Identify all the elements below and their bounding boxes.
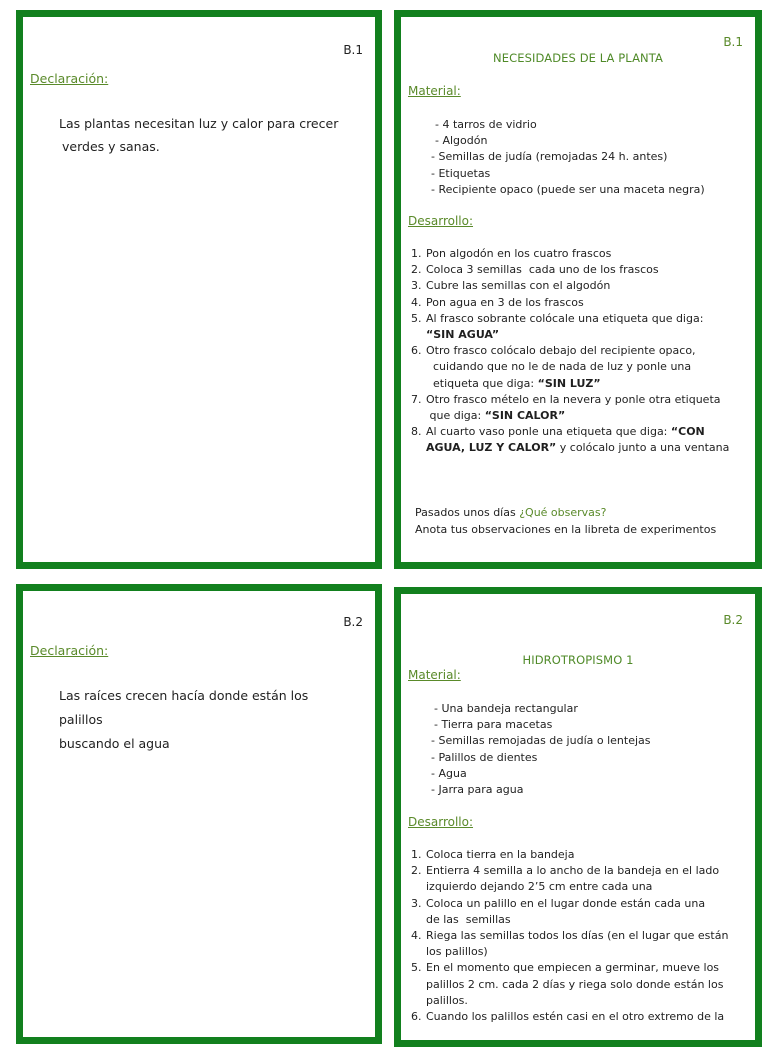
card-title: NECESIDADES DE LA PLANTA bbox=[493, 51, 663, 65]
material-item: - Tierra para macetas bbox=[434, 718, 553, 732]
step-number: 5. bbox=[411, 311, 422, 325]
step-text: Pon algodón en los cuatro frascos bbox=[426, 247, 612, 260]
material-item: - Una bandeja rectangular bbox=[434, 702, 578, 715]
step-text: “SIN AGUA” bbox=[426, 328, 500, 342]
step-number: 2. bbox=[411, 263, 422, 277]
step-number bbox=[411, 376, 426, 392]
step-number bbox=[411, 912, 426, 928]
step-item-continued bbox=[411, 944, 747, 960]
step-item bbox=[411, 392, 747, 408]
material-heading: Material: bbox=[408, 668, 461, 682]
material-item: - Recipiente opaco (puede ser una maceta negra) bbox=[431, 182, 705, 196]
material-item: - Palillos de dientes bbox=[431, 750, 538, 764]
step-text: En el momento que empiecen a germinar, mueve los bbox=[426, 961, 720, 975]
step-text: Otro frasco mételo en la nevera y ponle otra etiqueta bbox=[426, 392, 721, 406]
card-b2-hidrotropismo bbox=[394, 587, 762, 1047]
step-text: izquierdo dejando 2’5 cm entre cada una bbox=[426, 880, 653, 894]
desarrollo-heading: Desarrollo: bbox=[408, 214, 474, 228]
step-item bbox=[411, 424, 747, 440]
declaracion-line: buscando el agua bbox=[59, 736, 170, 751]
step-item bbox=[411, 295, 747, 311]
step-number: 6. bbox=[411, 1010, 422, 1024]
step-text: Entierra 4 semilla a lo ancho de la bandeja en el lado bbox=[426, 864, 720, 878]
material-item: - 4 tarros de vidrio bbox=[435, 118, 537, 131]
step-text: cuidando que no le de nada de luz y ponle una bbox=[426, 360, 692, 374]
step-number bbox=[411, 944, 426, 960]
card-b1-necesidades bbox=[394, 10, 762, 569]
step-number: 6. bbox=[411, 344, 422, 358]
step-number: 3. bbox=[411, 896, 422, 910]
step-number bbox=[411, 440, 426, 456]
declaracion-text bbox=[59, 684, 355, 756]
material-list bbox=[401, 701, 755, 798]
step-text: Coloca un palillo en el lugar donde están cada una bbox=[426, 896, 706, 910]
material-item: - Etiquetas bbox=[431, 166, 491, 180]
material-heading: Material: bbox=[408, 84, 461, 98]
step-text: que diga: “SIN CALOR” bbox=[426, 409, 566, 423]
desarrollo-heading: Desarrollo: bbox=[408, 815, 474, 829]
step-item-continued bbox=[411, 408, 747, 424]
step-text: Al frasco sobrante colócale una etiqueta que diga: bbox=[426, 311, 704, 325]
card-b2-declaracion bbox=[16, 584, 382, 1044]
step-text: Coloca 3 semillas cada uno de los frascos bbox=[426, 263, 659, 277]
material-item: - Agua bbox=[431, 766, 467, 780]
step-item bbox=[411, 847, 747, 863]
note-question: ¿Qué observas? bbox=[519, 506, 607, 519]
step-number bbox=[411, 359, 426, 375]
step-text: palillos. bbox=[426, 993, 468, 1007]
step-text: palillos 2 cm. cada 2 días y riega solo donde están los bbox=[426, 977, 724, 991]
step-item-continued bbox=[411, 440, 747, 456]
note-line: Anota tus observaciones en la libreta de experimentos bbox=[415, 522, 717, 536]
material-item: - Jarra para agua bbox=[431, 783, 524, 797]
step-item bbox=[411, 960, 747, 976]
step-item-continued bbox=[411, 912, 747, 928]
step-text: etiqueta que diga: “SIN LUZ” bbox=[426, 376, 601, 390]
declaracion-heading: Declaración: bbox=[30, 71, 109, 86]
step-number: 8. bbox=[411, 425, 422, 439]
desarrollo-steps bbox=[411, 246, 747, 457]
step-item bbox=[411, 1009, 747, 1025]
card-b1-declaracion bbox=[16, 10, 382, 569]
declaracion-line: Las raíces crecen hacía donde están los palillos bbox=[59, 688, 309, 727]
card-code: B.2 bbox=[343, 615, 363, 629]
desarrollo-steps bbox=[411, 847, 747, 1025]
step-item-continued bbox=[411, 327, 747, 343]
step-item-continued bbox=[411, 376, 747, 392]
declaracion-line: Las plantas necesitan luz y calor para crecer bbox=[59, 116, 339, 131]
step-number bbox=[411, 977, 426, 993]
step-item bbox=[411, 896, 747, 912]
step-text: Cubre las semillas con el algodón bbox=[426, 279, 611, 293]
declaracion-heading: Declaración: bbox=[30, 643, 109, 658]
step-text: Cuando los palillos estén casi en el otro extremo de la bbox=[426, 1010, 725, 1024]
step-text: Al cuarto vaso ponle una etiqueta que diga: “CON bbox=[426, 425, 705, 439]
step-item-continued bbox=[411, 993, 747, 1009]
step-number bbox=[411, 408, 426, 424]
step-item bbox=[411, 311, 747, 327]
step-text: AGUA, LUZ Y CALOR” y colócalo junto a una ventana bbox=[426, 441, 730, 455]
declaracion-text bbox=[59, 112, 355, 158]
material-item: - Semillas de judía (remojadas 24 h. antes) bbox=[431, 150, 668, 164]
declaracion-line: verdes y sanas. bbox=[62, 139, 160, 154]
step-text: Coloca tierra en la bandeja bbox=[426, 848, 575, 861]
card-code: B.1 bbox=[723, 35, 743, 49]
material-item: - Algodón bbox=[435, 134, 488, 148]
step-item bbox=[411, 863, 747, 879]
step-text: Pon agua en 3 de los frascos bbox=[426, 295, 584, 309]
step-item bbox=[411, 278, 747, 294]
step-text: de las semillas bbox=[426, 912, 511, 926]
material-item: - Semillas remojadas de judía o lentejas bbox=[431, 734, 651, 748]
card-code: B.2 bbox=[723, 613, 743, 627]
step-item bbox=[411, 246, 747, 262]
step-item-continued bbox=[411, 977, 747, 993]
card-title: HIDROTROPISMO 1 bbox=[522, 653, 634, 667]
step-item bbox=[411, 343, 747, 359]
step-number: 1. bbox=[411, 848, 422, 861]
step-item bbox=[411, 928, 747, 944]
observation-note bbox=[415, 505, 747, 538]
step-number: 5. bbox=[411, 961, 422, 975]
step-item-continued bbox=[411, 359, 747, 375]
step-number bbox=[411, 993, 426, 1009]
step-number: 3. bbox=[411, 279, 422, 293]
material-list bbox=[401, 117, 755, 198]
step-number bbox=[411, 879, 426, 895]
step-item bbox=[411, 262, 747, 278]
step-number: 1. bbox=[411, 247, 422, 260]
note-prefix: Pasados unos días bbox=[415, 506, 520, 519]
step-text: Otro frasco colócalo debajo del recipiente opaco, bbox=[426, 344, 696, 358]
step-number bbox=[411, 327, 426, 343]
step-text: los palillos) bbox=[426, 945, 488, 959]
step-number: 4. bbox=[411, 929, 422, 943]
step-item-continued bbox=[411, 879, 747, 895]
step-text: Riega las semillas todos los días (en el lugar que están bbox=[426, 929, 729, 943]
step-number: 2. bbox=[411, 864, 422, 878]
step-number: 7. bbox=[411, 392, 422, 406]
step-number: 4. bbox=[411, 295, 422, 309]
card-code: B.1 bbox=[343, 43, 363, 57]
